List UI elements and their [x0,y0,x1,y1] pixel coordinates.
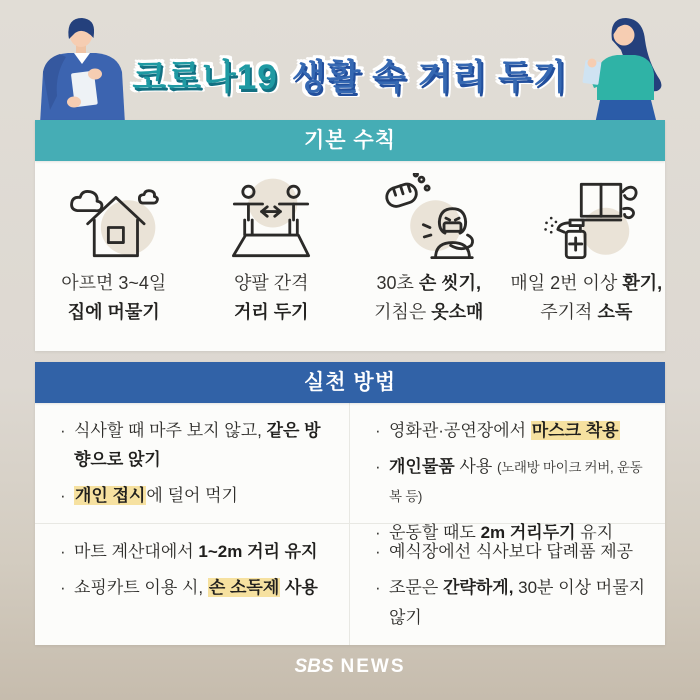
practice-item: · 영화관·공연장에서 마스크 착용 [374,416,651,445]
practice-quadrant-shopping [35,524,350,645]
bullet: · [375,421,381,440]
title-corona: 코로나19 [132,58,278,97]
practice-quadrant-public [350,403,665,542]
rule-stay-home [35,161,193,351]
house-icon [61,173,167,267]
news-logo-text: NEWS [340,656,406,677]
rule-handwash-cough [350,161,508,351]
bullet: · [375,522,381,542]
bullet: · [60,486,66,506]
practice-item: · 개인 접시에 덜어 먹기 [59,481,335,510]
practice-card [35,403,665,645]
distance-icon [218,173,324,267]
handwash-cough-icon [376,173,482,267]
practice-quadrant-dining [35,403,350,524]
rule-caption: 30초 손 씻기, 기침은 옷소매 [374,273,484,322]
bullet: · [60,542,66,562]
practice-item: · 운동할 때도 2m 거리두기 유지 [374,518,651,547]
bullet: · [375,457,381,477]
practice-item: · 조문은 간략하게, 30분 이상 머물지 않기 [374,573,651,631]
title-distancing: 생활 속 거리 두기 [291,58,568,97]
practice-item: · 예식장에선 식사보다 답례품 제공 [374,537,651,566]
rule-ventilation [508,161,666,351]
bullet: · [375,542,381,562]
bullet: · [60,578,66,598]
rule-arm-distance [193,161,351,351]
sbs-logo-text: SBS [294,656,334,677]
ventilation-disinfect-icon [533,173,639,267]
practice-item: · 식사할 때 마주 보지 않고, 같은 방향으로 앉기 [59,416,335,474]
bullet: · [60,421,66,440]
practice-item: · 개인물품 사용 (노래방 마이크 커버, 운동복 등) [374,452,651,510]
practice-header: 실천 방법 [35,362,665,403]
practice-item: · 쇼핑카트 이용 시, 손 소독제 사용 [59,573,335,602]
practice-item: · 마트 계산대에서 1~2m 거리 유지 [59,537,335,566]
rule-caption: 아프면 3~4일 집에 머물기 [61,273,167,322]
page-title [0,50,700,100]
practice-quadrant-events [350,524,665,645]
rule-caption: 매일 2번 이상 환기, 주기적 소독 [510,273,663,322]
bullet: · [375,578,381,598]
rule-caption: 양팔 간격 거리 두기 [233,273,309,322]
sbs-news-logo [0,656,700,678]
basic-rules-card [35,161,665,351]
basic-rules-header: 기본 수칙 [35,120,665,161]
